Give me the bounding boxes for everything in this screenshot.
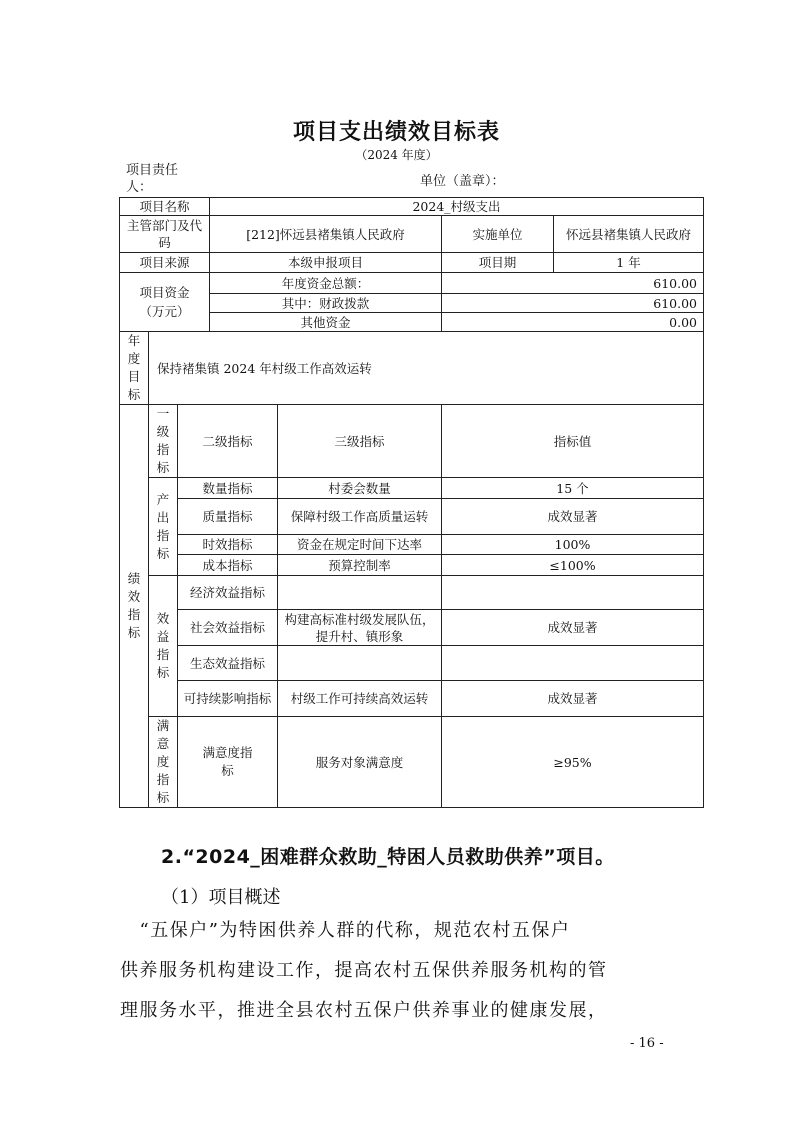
level2-cell: 可持续影响指标 <box>178 681 278 717</box>
value-cell <box>442 576 704 610</box>
funds-other-value: 0.00 <box>442 313 704 332</box>
level2-cell: 时效指标 <box>178 535 278 555</box>
responsible-label: 项目责任人： <box>126 163 179 195</box>
level3-cell <box>278 646 442 681</box>
project-name: 2024_村级支出 <box>210 198 704 216</box>
impl-unit-label: 实施单位 <box>442 216 554 252</box>
funds-fiscal-label: 其中：财政拨款 <box>210 294 442 313</box>
period-value: 1 年 <box>616 255 641 270</box>
level3-cell: 村委会数量 <box>278 478 442 499</box>
perf-label: 绩效指标 <box>120 405 149 808</box>
level2-header: 二级指标 <box>178 405 278 478</box>
funds-total-label: 年度资金总额： <box>210 273 442 294</box>
level1-header: 一级指标 <box>149 405 178 478</box>
funds-other-label: 其他资金 <box>210 313 442 332</box>
level3-cell <box>278 576 442 610</box>
section-heading: 2.“2024_困难群众救助_特困人员救助供养”项目。 <box>161 846 615 868</box>
satisfaction-label: 满意度指标 <box>149 717 178 808</box>
period-label: 项目期 <box>442 253 554 272</box>
paragraph-line: “五保户”为特困供养人群的代称，规范农村五保户 <box>120 920 571 941</box>
level2-cell: 经济效益指标 <box>178 576 278 610</box>
level3-cell: 保障村级工作高质量运转 <box>278 499 442 535</box>
benefit-label: 效益指标 <box>149 576 178 717</box>
value-cell: 成效显著 <box>442 681 704 717</box>
level2-cell: 质量指标 <box>178 499 278 535</box>
value-cell: 100% <box>442 535 704 555</box>
value-cell: 成效显著 <box>442 499 704 535</box>
level3-cell: 预算控制率 <box>278 555 442 576</box>
dept-label: 主管部门及代码 <box>120 216 210 253</box>
level2-cell: 生态效益指标 <box>178 646 278 681</box>
value-cell: ≤100% <box>442 555 704 576</box>
funds-total-value: 610.00 <box>442 273 704 294</box>
performance-table <box>119 197 704 808</box>
page-number: - 16 - <box>630 1036 664 1051</box>
section-subheading: （1）项目概述 <box>161 887 281 908</box>
paragraph-line: 理服务水平，推进全县农村五保户供养事业的健康发展， <box>120 1000 608 1021</box>
level3-cell: 村级工作可持续高效运转 <box>278 681 442 717</box>
level3-cell: 服务对象满意度 <box>278 717 442 808</box>
source-value: 本级申报项目 <box>210 253 442 273</box>
year-note: （2024 年度） <box>355 148 438 162</box>
goal-label: 年度目标 <box>120 332 149 405</box>
level2-cell: 数量指标 <box>178 478 278 499</box>
value-cell: ≥95% <box>442 717 704 808</box>
value-cell: 成效显著 <box>442 610 704 646</box>
output-label: 产出指标 <box>149 478 178 576</box>
goal-text: 保持褚集镇 2024 年村级工作高效运转 <box>149 332 704 405</box>
value-cell <box>442 646 704 681</box>
level2-cell: 满意度指标 <box>178 717 278 808</box>
project-name-label: 项目名称 <box>120 198 210 216</box>
level2-cell: 成本指标 <box>178 555 278 576</box>
document-title: 项目支出绩效目标表 <box>292 120 500 145</box>
paragraph-line: 供养服务机构建设工作，提高农村五保供养服务机构的管 <box>120 960 608 981</box>
funds-label: 项目资金（万元） <box>120 273 210 332</box>
funds-fiscal-value: 610.00 <box>442 294 704 313</box>
value-cell: 15 个 <box>442 478 704 499</box>
value-header: 指标值 <box>442 405 704 478</box>
dept-value: [212]怀远县褚集镇人民政府 <box>210 216 442 253</box>
source-label: 项目来源 <box>120 253 210 273</box>
unit-label: 单位（盖章）： <box>420 174 505 189</box>
level2-cell: 社会效益指标 <box>178 610 278 646</box>
level3-cell: 构建高标准村级发展队伍，提升村、镇形象 <box>278 610 442 646</box>
impl-unit-value: 怀远县褚集镇人民政府 <box>565 226 691 242</box>
level3-header: 三级指标 <box>278 405 442 478</box>
level3-cell: 资金在规定时间下达率 <box>278 535 442 555</box>
